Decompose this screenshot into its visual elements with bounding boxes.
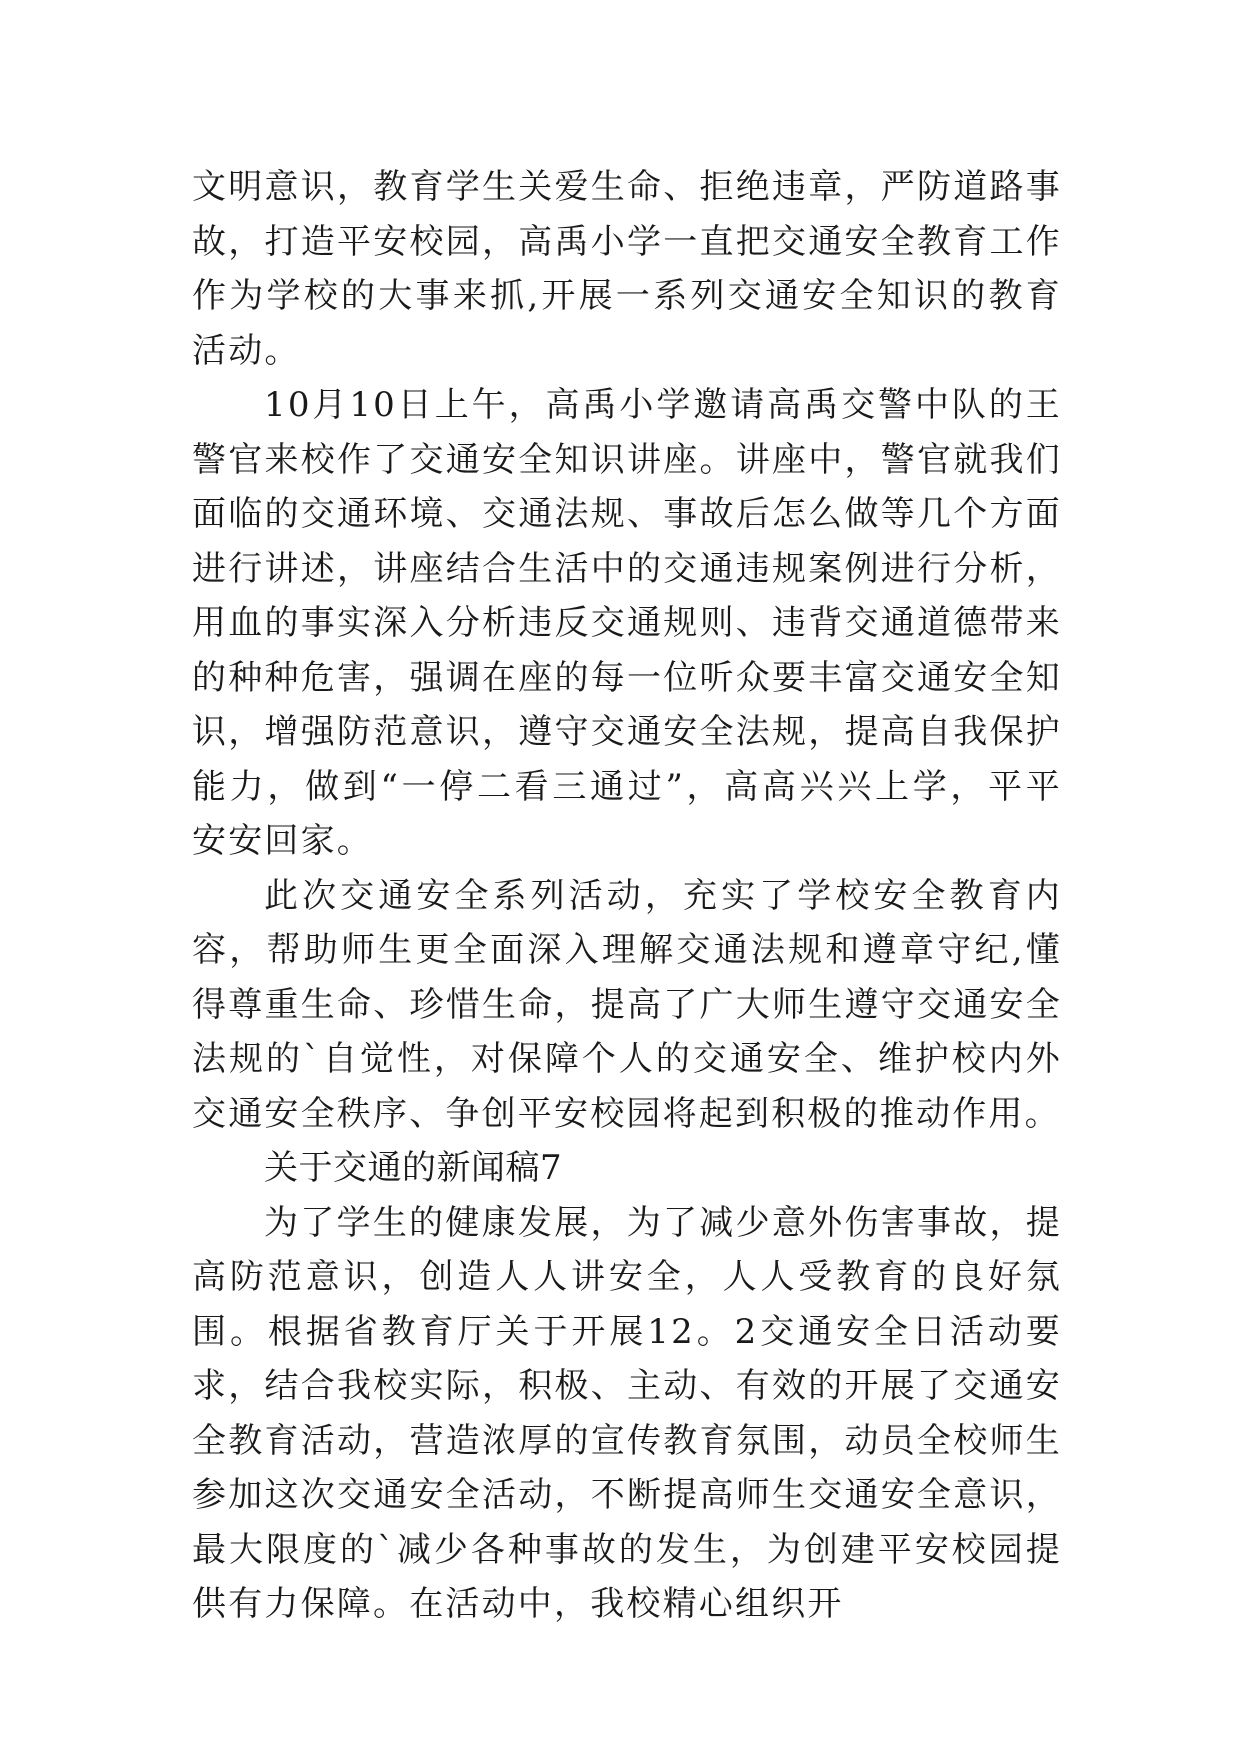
section-heading: 关于交通的新闻稿7 [264,1148,563,1188]
paragraph-intro: 文明意识，教育学生关爱生命、拒绝违章，严防道路事故，打造平安校园，高禹小学一直把交通安全教育工作作为学校的大事来抓,开展一系列交通安全知识的教育活动。 [192,167,1062,371]
paragraph-summary: 此次交通安全系列活动，充实了学校安全教育内容，帮助师生更全面深入理解交通法规和遵章守纪,懂得尊重生命、珍惜生命，提高了广大师生遵守交通安全法规的`自觉性，对保障个人的交通安全、维护校内外交通安全秩序、争创平安校园将起到积极的推动作用。 [192,875,1062,1134]
document-body [192,160,1062,1632]
paragraph-safety-day: 为了学生的健康发展，为了减少意外伤害事故，提高防范意识，创造人人讲安全，人人受教育的良好氛围。根据省教育厅关于开展12。2交通安全日活动要求，结合我校实际，积极、主动、有效的开展了交通安全教育活动，营造浓厚的宣传教育氛围，动员全校师生参加这次交通安全活动，不断提高师生交通安全意识，最大限度的`减少各种事故的发生，为创建平安校园提供有力保障。在活动中，我校精心组织开 [192,1202,1062,1624]
paragraph-lecture: 10月10日上午，高禹小学邀请高禹交警中队的王警官来校作了交通安全知识讲座。讲座中，警官就我们面临的交通环境、交通法规、事故后怎么做等几个方面进行讲述，讲座结合生活中的交通违规案例进行分析，用血的事实深入分析违反交通规则、违背交通道德带来的种种危害，强调在座的每一位听众要丰富交通安全知识，增强防范意识，遵守交通安全法规，提高自我保护能力，做到“一停二看三通过”，高高兴兴上学，平平安安回家。 [192,385,1062,861]
